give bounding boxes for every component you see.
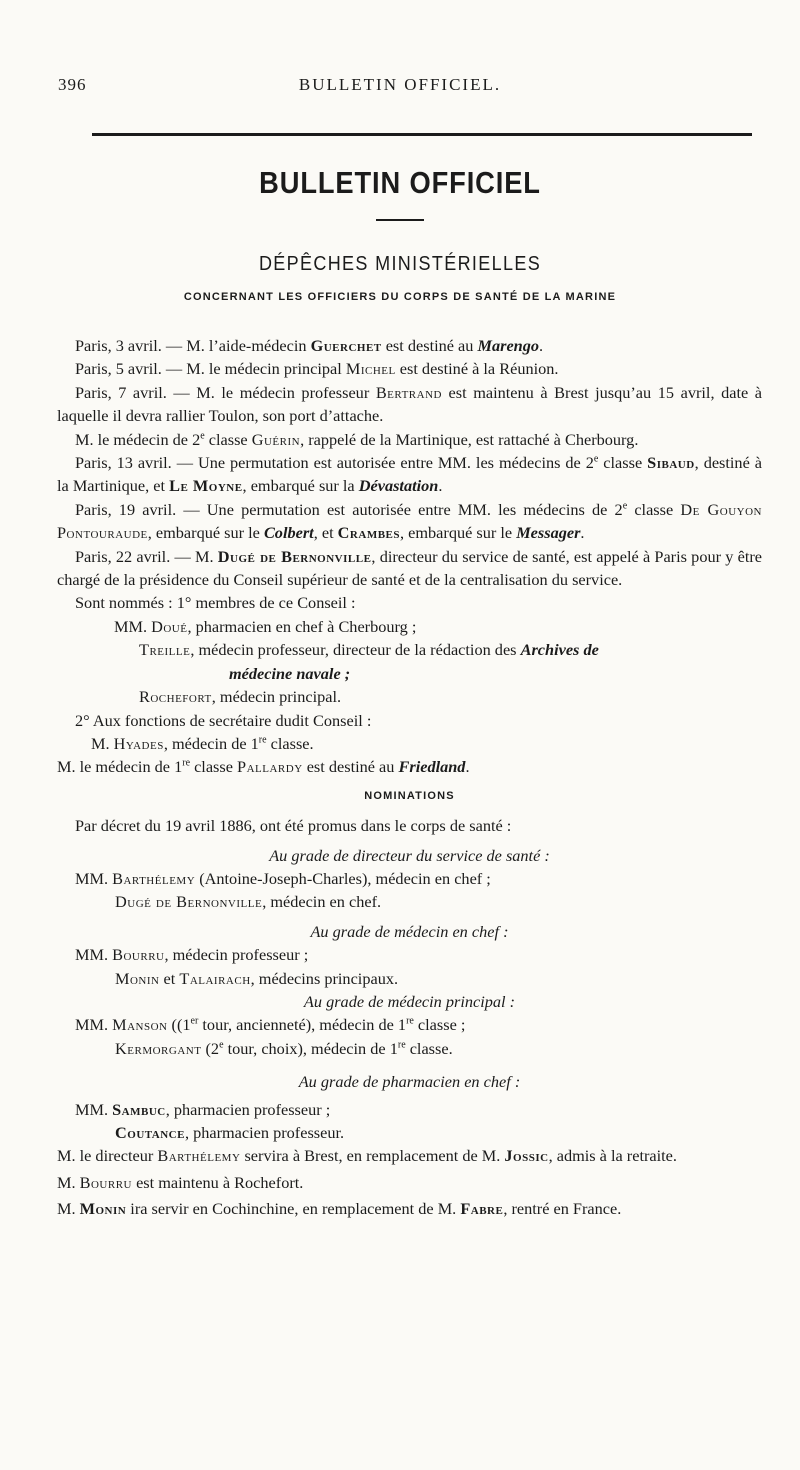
- nominations-heading: NOMINATIONS: [364, 789, 455, 802]
- list-item: MM. Barthélemy (Antoine-Joseph-Charles), médecin en chef ;: [75, 868, 491, 888]
- list-item-continuation: médecine navale ;: [229, 663, 351, 683]
- document-body: [57, 334, 762, 1221]
- top-rule: [92, 133, 752, 136]
- list-item: Coutance, pharmacien professeur.: [115, 1123, 345, 1142]
- running-head: [0, 75, 800, 99]
- list-item: MM. Manson ((1er tour, ancienneté), médecin de 1re classe ;: [75, 1015, 466, 1035]
- section-title: DÉPÊCHES MINISTÉRIELLES: [258, 253, 542, 275]
- dispatch-paragraph: M. le médecin de 2e classe Guérin, rappelé de la Martinique, est rattaché à Cherbourg.: [75, 429, 639, 449]
- nominations-paragraph: M. Monin ira servir en Cochinchine, en remplacement de M. Fabre, rentré en France.: [57, 1199, 622, 1219]
- list-item: M. Hyades, médecin de 1re classe.: [91, 733, 314, 753]
- section-subtitle: CONCERNANT LES OFFICIERS DU CORPS DE SANTÉ DE LA MARINE: [183, 291, 617, 303]
- dispatch-paragraph: Sont nommés : 1° membres de ce Conseil :: [75, 593, 356, 613]
- grade-heading: Au grade de médecin en chef :: [310, 921, 509, 941]
- grade-heading: Au grade de médecin principal :: [303, 991, 516, 1011]
- running-title: BULLETIN OFFICIEL.: [298, 75, 502, 94]
- page-number: 396: [58, 75, 87, 94]
- nominations-paragraph: M. Bourru est maintenu à Rochefort.: [57, 1172, 304, 1192]
- dispatch-paragraph: 2° Aux fonctions de secrétaire dudit Conseil :: [75, 710, 372, 730]
- dispatch-paragraph: Paris, 19 avril. — Une permutation est autorisée entre MM. les médecins de 2e classe De Gouyon Pontouraude, embarqué sur le Colbert, et Crambes, embarqué sur le Messager.: [57, 499, 763, 543]
- title-rule: [376, 219, 424, 221]
- dispatch-paragraph: Paris, 5 avril. — M. le médecin principal Michel est destiné à la Réunion.: [75, 359, 559, 379]
- list-item: Monin et Talairach, médecins principaux.: [115, 968, 399, 988]
- list-item: MM. Doué, pharmacien en chef à Cherbourg ;: [114, 616, 417, 636]
- list-item: MM. Bourru, médecin professeur ;: [75, 945, 309, 965]
- nominations-paragraph: M. le directeur Barthélemy servira à Brest, en remplacement de M. Jossic, admis à la retraite.: [57, 1146, 677, 1166]
- grade-heading: Au grade de directeur du service de santé :: [269, 845, 550, 865]
- list-item: Treille, médecin professeur, directeur de la rédaction des Archives de: [139, 640, 599, 660]
- dispatch-paragraph: Paris, 3 avril. — M. l’aide-médecin Guerchet est destiné au Marengo.: [75, 336, 544, 355]
- list-item: Kermorgant (2e tour, choix), médecin de 1re classe.: [115, 1038, 453, 1058]
- list-item: MM. Sambuc, pharmacien professeur ;: [75, 1099, 331, 1119]
- dispatch-paragraph: Paris, 13 avril. — Une permutation est autorisée entre MM. les médecins de 2e classe Sibaud, destiné à la Martinique, et Le Moyne, embarqué sur la Dévastation.: [57, 453, 762, 496]
- dispatch-paragraph: M. le médecin de 1re classe Pallardy est destiné au Friedland.: [57, 757, 470, 777]
- main-title: BULLETIN OFFICIEL: [259, 165, 541, 200]
- list-item: Rochefort, médecin principal.: [139, 687, 342, 707]
- grade-heading: Au grade de pharmacien en chef :: [298, 1072, 521, 1092]
- dispatch-paragraph: Paris, 7 avril. — M. le médecin professeur Bertrand est maintenu à Brest jusqu’au 15 avril, date à laquelle il devra rallier Toulon, son port d’attache.: [57, 382, 763, 426]
- dispatch-paragraph: Paris, 22 avril. — M. Dugé de Bernonville, directeur du service de santé, est appelé à Paris pour y être chargé de la présidence du Conseil supérieur de santé et de la centralisation du service.: [57, 546, 763, 590]
- list-item: Dugé de Bernonville, médecin en chef.: [115, 892, 382, 912]
- nominations-intro: Par décret du 19 avril 1886, ont été promus dans le corps de santé :: [75, 816, 512, 836]
